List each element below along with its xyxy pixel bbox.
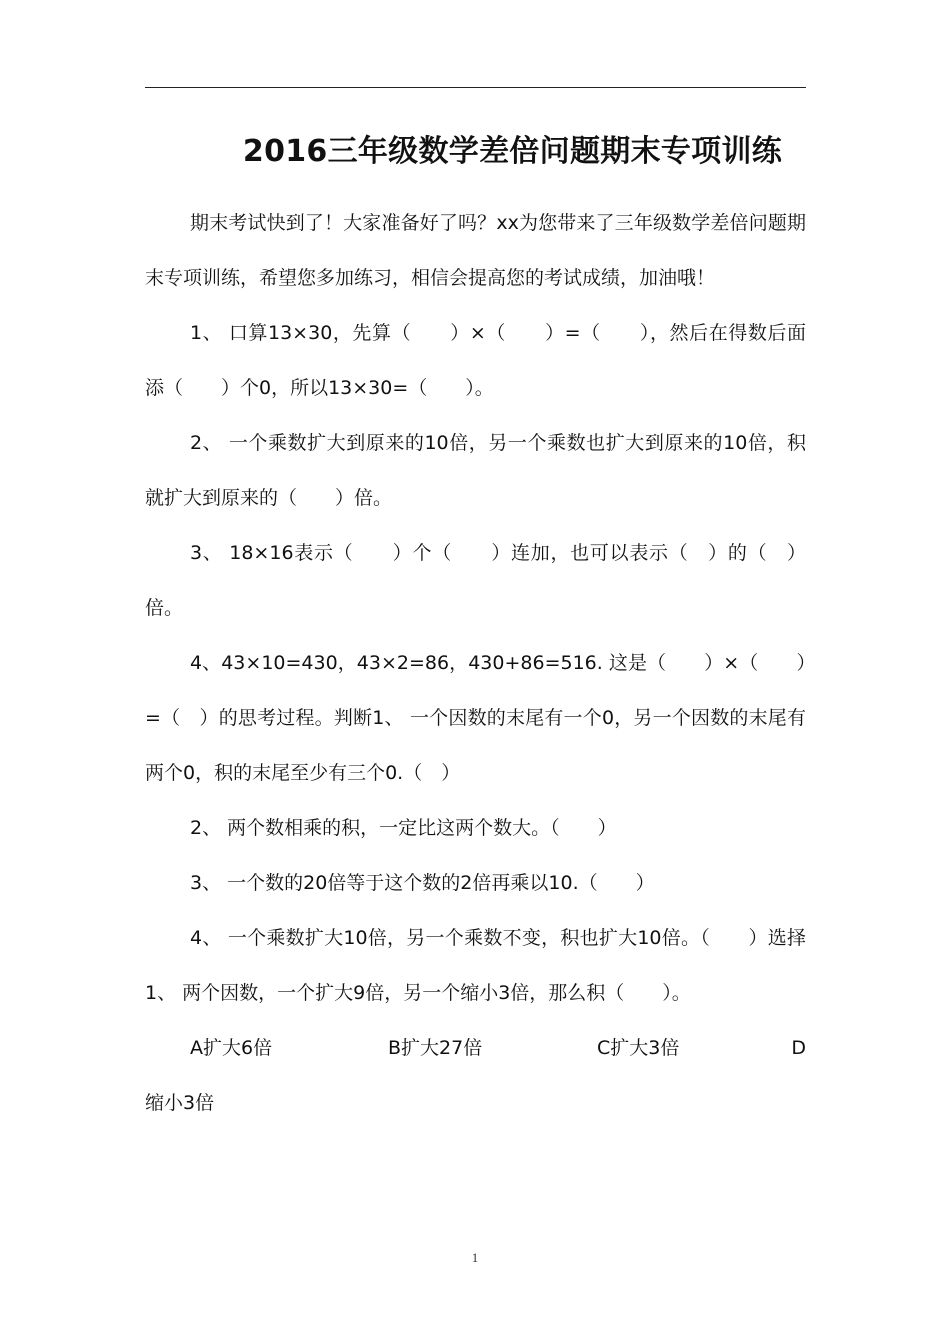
- question-2: 2、 一个乘数扩大到原来的10倍，另一个乘数也扩大到原来的10倍，积就扩大到原来的（ ）倍。: [145, 432, 806, 509]
- judge-3: 3、 一个数的20倍等于这个数的2倍再乘以10.（ ）: [190, 872, 655, 894]
- question-3: 3、 18×16表示（ ）个（ ）连加，也可以表示（ ）的（ ）倍。: [145, 542, 806, 619]
- choice-b: B扩大27倍: [388, 1037, 483, 1059]
- page-number: 1: [471, 1250, 479, 1265]
- judge-2: 2、 两个数相乘的积，一定比这两个数大。（ ）: [190, 817, 617, 839]
- intro-paragraph: 期末考试快到了！大家准备好了吗？xx为您带来了三年级数学差倍问题期末专项训练，希望您多加练习，相信会提高您的考试成绩，加油哦！: [145, 212, 806, 289]
- header-rule: [145, 87, 806, 88]
- choice-options: [145, 1021, 806, 1076]
- choice-d-text: 缩小3倍: [145, 1092, 215, 1114]
- page-title: 2016三年级数学差倍问题期末专项训练: [242, 134, 783, 169]
- document-body: [145, 196, 806, 1131]
- choice-d: D: [791, 1037, 806, 1059]
- question-1: 1、 口算13×30，先算（ ）×（ ）=（ ），然后在得数后面添（ ）个0，所以13×30=（ ）。: [145, 322, 806, 399]
- question-4: 4、43×10=430，43×2=86，430+86=516. 这是（ ）×（ ）=（ ）的思考过程。判断1、 一个因数的末尾有一个0，另一个因数的末尾有两个0，积的末尾至少有三个0.（ ）: [145, 652, 806, 784]
- choice-a: A扩大6倍: [190, 1037, 273, 1059]
- judge-4-choice-1: 4、 一个乘数扩大10倍，另一个乘数不变，积也扩大10倍。（ ）选择1、 两个因数，一个扩大9倍，另一个缩小3倍，那么积（ ）。: [145, 927, 806, 1004]
- choice-c: C扩大3倍: [597, 1037, 680, 1059]
